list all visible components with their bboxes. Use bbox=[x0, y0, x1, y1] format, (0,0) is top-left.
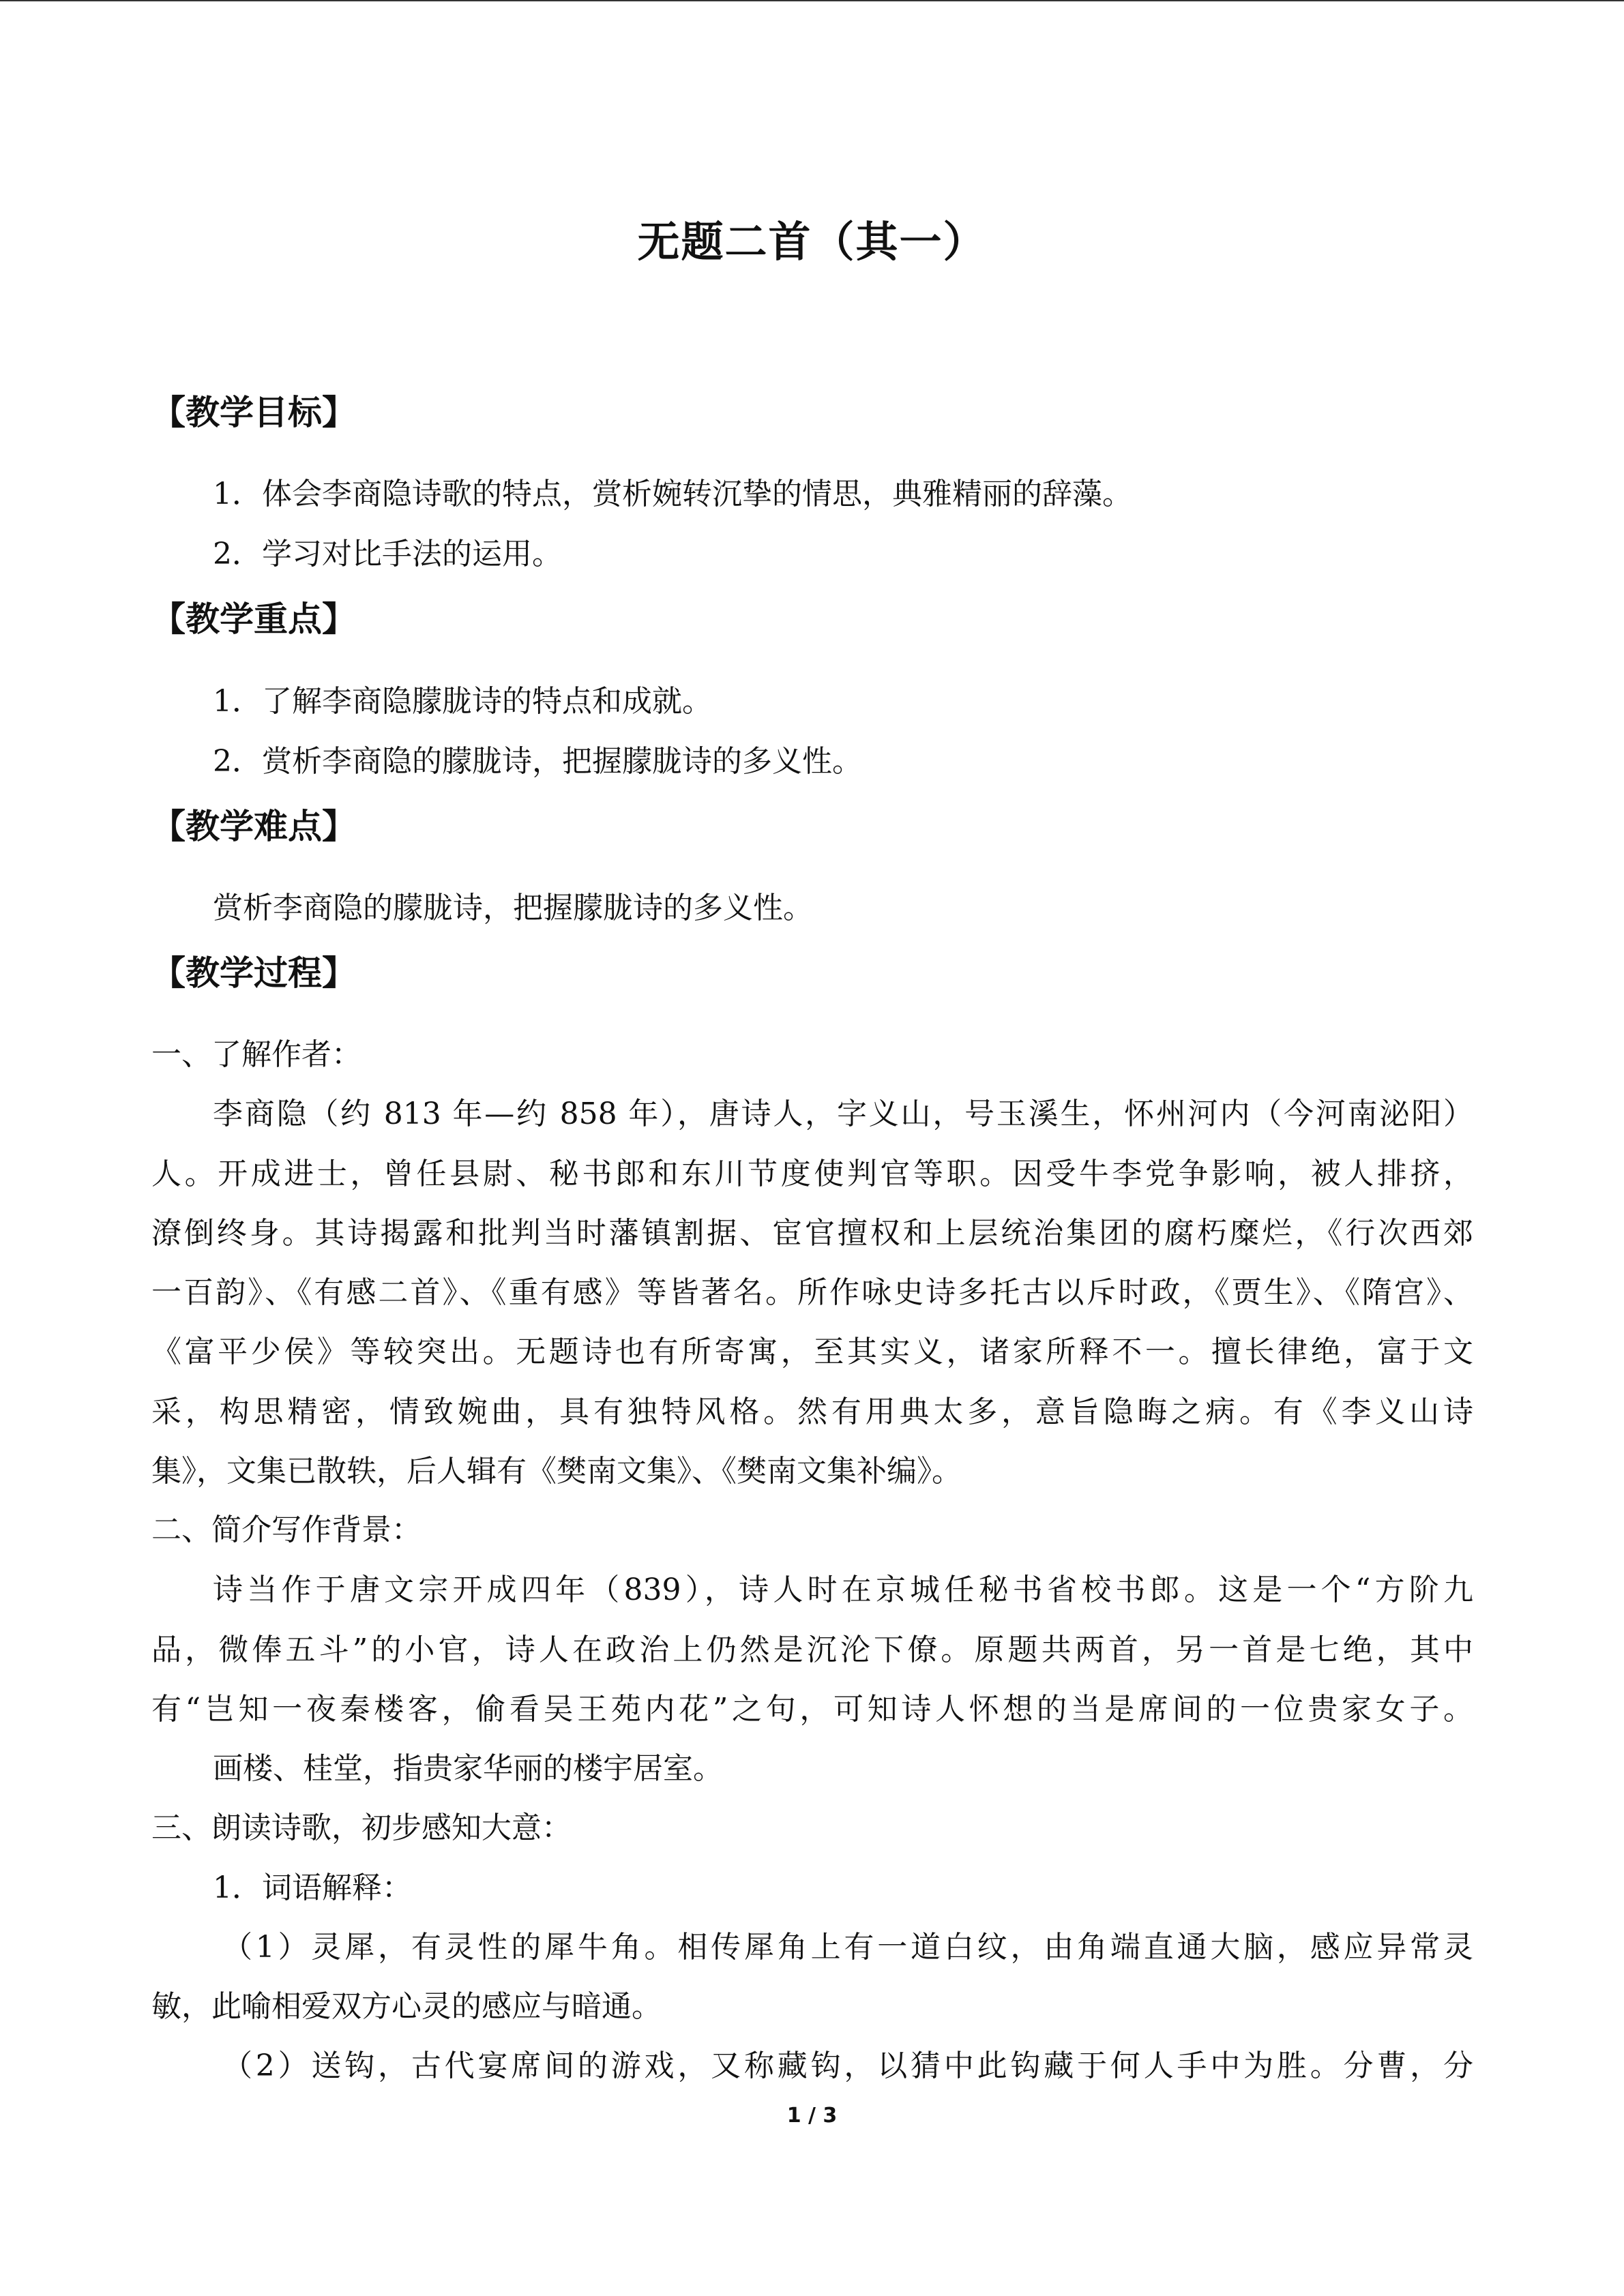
key-point-item: 1．了解李商隐朦胧诗的特点和成就。 bbox=[213, 684, 712, 719]
background-paragraph-line: 诗当作于唐文宗开成四年（839），诗人时在京城任秘书省校书郎。这是一个“方阶九 bbox=[213, 1572, 1473, 1607]
section-heading-key-points: 【教学重点】 bbox=[151, 599, 356, 639]
page-number: 1 / 3 bbox=[786, 2104, 838, 2128]
author-paragraph-line: 潦倒终身。其诗揭露和批判当时藩镇割据、宦官擅权和上层统治集团的腐朽糜烂，《行次西郊 bbox=[151, 1216, 1473, 1251]
author-paragraph-line: 一百韵》、《有感二首》、《重有感》等皆著名。所作咏史诗多托古以斥时政，《贾生》、《隋宫》、 bbox=[151, 1275, 1473, 1310]
background-paragraph-line: 品，微俸五斗”的小官，诗人在政治上仍然是沉沦下僚。原题共两首，另一首是七绝，其中 bbox=[151, 1632, 1473, 1667]
process-part1-heading: 一、了解作者： bbox=[151, 1037, 361, 1072]
author-paragraph-line: 李商隐（约 813 年—约 858 年），唐诗人，字义山，号玉溪生，怀州河内（今河南泌阳） bbox=[213, 1097, 1473, 1131]
vocabulary-line: （2）送钩，古代宴席间的游戏，又称藏钩，以猜中此钩藏于何人手中为胜。分曹，分 bbox=[222, 2048, 1473, 2083]
vocabulary-line: （1）灵犀，有灵性的犀牛角。相传犀角上有一道白纹，由角端直通大脑，感应异常灵 bbox=[222, 1930, 1473, 1965]
page-top-border bbox=[0, 0, 1624, 1]
key-point-item: 2．赏析李商隐的朦胧诗，把握朦胧诗的多义性。 bbox=[213, 744, 862, 779]
author-paragraph-line: 采，构思精密，情致婉曲，具有独特风格。然有用典太多，意旨隐晦之病。有《李义山诗 bbox=[151, 1395, 1473, 1429]
document-title: 无题二首（其一） bbox=[637, 217, 987, 267]
section-heading-process: 【教学过程】 bbox=[151, 953, 356, 993]
process-part2-heading: 二、简介写作背景： bbox=[151, 1512, 422, 1547]
background-paragraph-line: 有“岂知一夜秦楼客，偷看吴王苑内花”之句，可知诗人怀想的当是席间的一位贵家女子。 bbox=[151, 1692, 1473, 1727]
vocabulary-line: 敏，此喻相爱双方心灵的感应与暗通。 bbox=[151, 1989, 662, 2024]
objective-item: 1．体会李商隐诗歌的特点，赏析婉转沉挚的情思，典雅精丽的辞藻。 bbox=[213, 477, 1132, 511]
background-paragraph-line: 画楼、桂堂，指贵家华丽的楼宇居室。 bbox=[213, 1751, 723, 1786]
author-paragraph-line: 集》，文集已散轶，后人辑有《樊南文集》、《樊南文集补编》。 bbox=[151, 1454, 962, 1489]
objective-item: 2．学习对比手法的运用。 bbox=[213, 537, 562, 571]
difficulty-text: 赏析李商隐的朦胧诗，把握朦胧诗的多义性。 bbox=[213, 891, 813, 925]
section-heading-difficulties: 【教学难点】 bbox=[151, 807, 356, 846]
author-paragraph-line: 《富平少侯》等较突出。无题诗也有所寄寓，至其实义，诸家所释不一。擅长律绝，富于文 bbox=[151, 1335, 1473, 1369]
process-part3-heading: 三、朗读诗歌，初步感知大意： bbox=[151, 1810, 572, 1845]
author-paragraph-line: 人。开成进士，曾任县尉、秘书郎和东川节度使判官等职。因受牛李党争影响，被人排挤， bbox=[151, 1157, 1473, 1191]
vocabulary-subheading: 1．词语解释： bbox=[213, 1870, 412, 1905]
section-heading-objectives: 【教学目标】 bbox=[151, 393, 356, 432]
